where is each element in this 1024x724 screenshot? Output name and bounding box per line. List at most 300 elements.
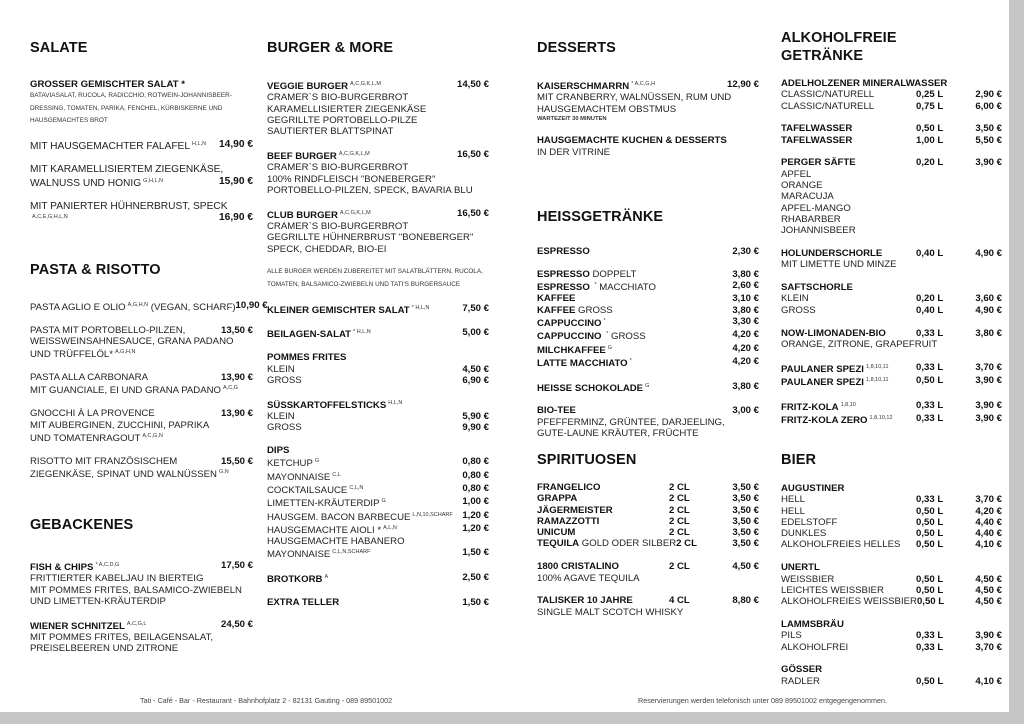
item-name-cell	[781, 562, 916, 573]
section-heading	[30, 261, 253, 279]
item-name-cell	[537, 595, 669, 606]
menu-row	[781, 642, 1002, 653]
menu-row	[781, 494, 1002, 505]
allergen-codes: G	[645, 382, 650, 389]
menu-item	[537, 269, 759, 369]
item-name-cell	[30, 201, 228, 213]
menu-items	[781, 78, 1002, 426]
menu-item	[781, 157, 1002, 236]
item-name-cell	[537, 316, 713, 329]
item-price	[956, 664, 1002, 675]
section-heading	[781, 29, 1002, 65]
item-name: PAULANER SPEZI	[781, 363, 864, 375]
item-name: EXTRA TELLER	[267, 597, 340, 609]
item-name: FRANGELICO	[537, 482, 601, 493]
item-volume: 0,33 L	[916, 413, 944, 425]
item-price: 8,80 €	[732, 595, 759, 607]
item-volume: 0,20 L	[916, 157, 944, 169]
item-name-cell	[537, 505, 669, 516]
section-title: BIER	[781, 452, 817, 468]
section-heading	[781, 451, 1002, 469]
item-name-cell	[781, 574, 916, 585]
item-variant: KLEIN	[267, 410, 295, 422]
description: CRAMER`S BIO-BURGERBROT	[267, 220, 409, 232]
menu-item	[781, 248, 1002, 271]
description: SINGLE MALT SCOTCH WHISKY	[537, 606, 684, 618]
item-name: ESPRESSO	[537, 246, 590, 257]
item-price	[956, 203, 1002, 214]
menu-row	[781, 123, 1002, 134]
item-name: UNERTL	[781, 562, 820, 574]
item-variant: LEICHTES WEISSBIER	[781, 584, 884, 596]
item-price: 10,90 €	[235, 300, 268, 311]
menu-item	[537, 482, 759, 550]
item-name: MIT HAUSGEMACHTER FALAFEL	[30, 141, 191, 153]
menu-section-burger	[267, 39, 489, 608]
item-price: 24,50 €	[220, 618, 253, 630]
section-title: SPIRITUOSEN	[537, 452, 637, 468]
description: APFEL-MANGO	[781, 202, 851, 214]
description-text	[267, 185, 473, 196]
item-name-cell	[781, 506, 916, 517]
description-text	[781, 191, 916, 202]
item-price	[207, 431, 253, 444]
item-price: 4,20 €	[975, 505, 1002, 517]
menu-item	[537, 79, 759, 124]
item-note: TOMATEN, BALSAMICO-ZWIEBELN UND TATI'S BURGERSAUCE	[267, 280, 461, 288]
item-name: FRITZ-KOLA ZERO	[781, 415, 868, 427]
item-name-cell	[267, 398, 443, 411]
menu-item	[267, 572, 489, 585]
menu-row	[781, 400, 1002, 413]
menu-row	[537, 293, 759, 304]
allergen-codes: A,C,G,N	[142, 432, 163, 439]
item-price: 12,90 €	[726, 79, 759, 90]
item-price: 4,20 €	[732, 342, 759, 354]
description: GEGRILLTE PORTOBELLO-PILZE	[267, 114, 418, 126]
menu-row	[267, 496, 489, 509]
menu-row	[781, 596, 1002, 607]
description: UND TOMATENRAGOUT	[30, 432, 141, 444]
item-description-line	[267, 221, 489, 232]
item-price: 2,60 €	[732, 280, 759, 292]
allergen-codes: G	[607, 344, 613, 351]
menu-items	[30, 79, 253, 226]
item-volume: 0,75 L	[916, 100, 944, 112]
allergen-codes: A,C,G,L	[126, 620, 147, 627]
menu-item	[781, 78, 1002, 112]
menu-row	[267, 352, 489, 363]
item-volume: 2 CL	[669, 482, 690, 493]
item-description-line	[30, 467, 253, 480]
item-price: 3,90 €	[975, 630, 1002, 642]
item-name-cell	[781, 248, 916, 259]
item-name: KLEINER GEMISCHTER SALAT	[267, 304, 410, 316]
item-volume	[916, 180, 956, 191]
item-name: GRAPPA	[537, 493, 578, 505]
item-description-line	[537, 104, 759, 115]
item-variant: MACCHIATO	[599, 282, 656, 294]
description: 100% AGAVE TEQUILA	[537, 572, 640, 584]
menu-row	[537, 316, 759, 329]
item-variant: HELL	[781, 494, 805, 506]
menu-item	[781, 282, 1002, 316]
item-note: ALLE BURGER WERDEN ZUBEREITET MIT SALATBLÄTTERN, RUCOLA,	[267, 268, 483, 276]
menu-item	[30, 456, 253, 481]
item-description-line	[267, 174, 489, 185]
item-variant: KETCHUP	[267, 458, 313, 470]
item-volume	[916, 225, 956, 236]
item-name-cell	[30, 619, 207, 632]
description: WALNUSS UND HONIG	[30, 177, 142, 189]
description-text	[267, 232, 473, 243]
description-text	[537, 607, 683, 618]
description: UND LIMETTEN-KRÄUTERDIP	[30, 595, 166, 607]
item-name: SAFTSCHORLE	[781, 282, 853, 294]
item-description-line	[781, 169, 1002, 180]
item-variant: KLEIN	[267, 363, 295, 375]
menu-row	[781, 483, 1002, 494]
menu-item	[267, 266, 489, 291]
item-variant: HAUSGEM. BACON BARBECUE	[267, 511, 411, 523]
menu-row	[267, 547, 489, 560]
item-price: 4,20 €	[732, 329, 759, 341]
menu-item	[781, 664, 1002, 687]
item-volume: 0,50 L	[916, 505, 944, 517]
description: GEGRILLTE HÜHNERBRUST "BONEBERGER"	[267, 232, 474, 244]
item-name-cell	[781, 78, 947, 89]
description: WEISSWEINSAHNESAUCE, GRANA PADANO	[30, 336, 234, 348]
item-description-line	[30, 585, 253, 596]
allergen-codes: G	[314, 458, 320, 465]
item-name-cell	[30, 372, 207, 383]
menu-section-spirit	[537, 451, 759, 618]
item-name: GROSSER GEMISCHTER SALAT *	[30, 79, 185, 90]
item-price: 3,50 €	[732, 504, 759, 516]
item-volume	[916, 483, 956, 494]
section-title: GEBACKENES	[30, 517, 134, 533]
item-name: PASTA ALLA CARBONARA	[30, 372, 149, 384]
menu-item	[537, 381, 759, 394]
description-text	[30, 643, 207, 654]
item-name-cell	[781, 494, 916, 505]
section-title: DESSERTS	[537, 40, 616, 56]
allergen-codes: * H,L,N	[353, 329, 371, 336]
item-price: 3,70 €	[975, 494, 1002, 506]
item-price	[720, 607, 759, 618]
item-name-cell	[267, 510, 453, 523]
menu-row	[781, 676, 1002, 687]
item-variant: GROSS	[578, 304, 613, 316]
description-text	[30, 632, 213, 643]
menu-item	[537, 135, 759, 158]
menu-row	[781, 630, 1002, 641]
menu-item	[267, 149, 489, 196]
item-detail: DOPPELT	[592, 268, 637, 280]
description-text	[537, 92, 731, 103]
description: SAUTIERTER BLATTSPINAT	[267, 126, 394, 138]
menu-row	[537, 595, 759, 606]
menu-item	[30, 139, 253, 153]
allergen-codes: A,L,N	[383, 524, 397, 531]
menu-row	[781, 157, 1002, 168]
item-name: CAPPUCCINO	[537, 331, 602, 343]
menu-item	[30, 372, 253, 397]
item-price	[443, 115, 489, 126]
menu-row	[267, 470, 489, 483]
menu-row	[781, 293, 1002, 304]
item-volume	[937, 339, 967, 350]
item-price	[713, 428, 759, 439]
menu-item	[30, 408, 253, 444]
menu-row	[267, 79, 489, 92]
item-name-cell	[781, 123, 916, 134]
item-name-cell	[537, 135, 727, 146]
description-text	[267, 244, 443, 255]
item-variant: GROSS	[267, 422, 302, 434]
item-price: 16,50 €	[456, 148, 489, 160]
item-name-cell	[781, 585, 916, 596]
item-price: 2,30 €	[732, 246, 759, 257]
item-name-cell	[267, 79, 443, 92]
item-description-line	[30, 176, 253, 190]
item-price	[443, 104, 489, 115]
menu-row	[30, 456, 253, 467]
allergen-codes: A,C,E,G,H,L,N	[32, 214, 68, 221]
item-name-cell	[267, 445, 443, 456]
menu-row	[781, 574, 1002, 585]
item-name-cell	[30, 456, 207, 467]
item-name-cell	[781, 676, 916, 687]
item-price: 0,80 €	[462, 482, 489, 494]
item-name-cell	[267, 327, 443, 340]
menu-items	[537, 246, 759, 439]
item-variant: GROSS	[267, 374, 302, 386]
item-price	[207, 347, 253, 360]
item-price: 0,80 €	[462, 456, 489, 468]
item-variant: GROSS	[781, 304, 816, 316]
menu-row	[537, 356, 759, 369]
menu-row	[781, 664, 1002, 675]
description-text	[267, 162, 443, 173]
item-price: 3,10 €	[732, 293, 759, 305]
menu-item	[267, 303, 489, 316]
allergen-codes: G,H,L,N	[143, 177, 164, 184]
item-price: 17,50 €	[220, 560, 253, 571]
menu-row	[267, 536, 489, 547]
item-variant: HELL	[781, 505, 805, 517]
description-text	[781, 339, 937, 350]
description: CRAMER`S BIO-BURGERBROT	[267, 92, 409, 104]
item-name: BIO-TEE	[537, 405, 576, 417]
menu-row	[537, 505, 759, 516]
item-volume: 4 CL	[669, 595, 690, 607]
item-price	[973, 78, 1002, 89]
item-name: FRITZ-KOLA	[781, 401, 839, 413]
menu-item	[267, 327, 489, 340]
menu-row	[781, 248, 1002, 259]
description-text	[781, 203, 916, 214]
item-name: TALISKER 10 JAHRE	[537, 595, 633, 607]
section-heading	[537, 208, 759, 226]
allergen-codes: A,C,G	[223, 385, 239, 392]
item-price: 3,50 €	[732, 493, 759, 505]
item-volume: 0,25 L	[916, 89, 944, 101]
item-price	[228, 201, 253, 213]
description-text	[267, 221, 443, 232]
menu-row	[781, 413, 1002, 426]
item-name-cell	[537, 343, 713, 356]
menu-item	[267, 208, 489, 255]
item-price	[223, 164, 253, 176]
item-price: 7,50 €	[462, 302, 489, 314]
description: PFEFFERMINZ, GRÜNTEE, DARJEELING,	[537, 416, 725, 428]
menu-row	[537, 561, 759, 572]
item-price: 14,90 €	[219, 139, 253, 151]
item-volume: 0,33 L	[916, 641, 944, 653]
allergen-codes: C,L,N,SCHARF	[332, 549, 371, 556]
item-price: 1,20 €	[462, 522, 489, 534]
item-price: 3,50 €	[732, 515, 759, 527]
item-variant: RADLER	[781, 675, 820, 687]
item-name: FISH & CHIPS	[30, 562, 94, 573]
description-text	[781, 169, 916, 180]
item-price: 14,50 €	[456, 79, 489, 90]
item-name: GÖSSER	[781, 664, 823, 676]
item-price	[956, 483, 1002, 494]
item-name-cell	[267, 422, 443, 433]
description: SPECK, CHEDDAR, BIO-EI	[267, 243, 387, 255]
item-name-cell	[267, 208, 443, 221]
item-price	[443, 244, 489, 255]
item-volume: 0,50 L	[916, 516, 944, 528]
item-name-cell	[30, 79, 207, 90]
item-name-cell	[781, 101, 916, 112]
menu-section-heiss	[537, 208, 759, 439]
item-price	[443, 92, 489, 103]
menu-row	[267, 445, 489, 456]
item-price: 15,50 €	[220, 455, 253, 467]
description: APFEL	[781, 168, 812, 180]
item-description-line	[781, 180, 1002, 191]
item-name-cell	[30, 408, 207, 419]
description-text	[781, 225, 916, 236]
item-name-cell	[781, 89, 916, 100]
item-description-line	[537, 573, 759, 584]
item-price: 3,50 €	[732, 538, 759, 550]
section-title: BURGER & MORE	[267, 40, 394, 56]
item-description-line	[267, 126, 489, 137]
item-name-cell	[781, 664, 916, 675]
item-name: MILCHKAFFEE	[537, 344, 606, 356]
item-price: 3,90 €	[975, 399, 1002, 411]
item-volume	[916, 664, 956, 675]
item-price	[473, 232, 489, 243]
menu-row	[537, 135, 759, 146]
menu-row	[267, 149, 489, 162]
item-description-line	[30, 431, 253, 444]
menu-row	[267, 523, 489, 536]
item-price	[725, 417, 759, 428]
item-note: DRESSING, TOMATEN, PARIKA, FENCHEL, KÜRBISKERNE UND	[30, 104, 223, 112]
item-description-line	[781, 225, 1002, 236]
item-description-line	[537, 147, 759, 158]
description: PORTOBELLO-PILZEN, SPECK, BAVARIA BLU	[267, 184, 473, 196]
item-name: AUGUSTINER	[781, 483, 845, 494]
item-price: 6,90 €	[462, 374, 489, 386]
item-name-cell	[781, 483, 916, 494]
item-volume	[916, 191, 956, 202]
item-name-cell	[267, 149, 443, 162]
allergen-codes: H,L,N	[192, 141, 207, 148]
item-price: 5,50 €	[975, 134, 1002, 146]
item-name: UNICUM	[537, 527, 576, 539]
menu-item	[30, 325, 253, 361]
item-variant: LIMETTEN-KRÄUTERDIP	[267, 498, 380, 510]
item-price	[713, 147, 759, 158]
item-price	[207, 596, 253, 607]
item-price: 3,80 €	[732, 380, 759, 392]
allergen-codes: A,C,G,K,L,M	[338, 150, 370, 157]
item-name: PERGER SÄFTE	[781, 157, 856, 169]
menu-row	[267, 375, 489, 386]
item-name-cell	[781, 328, 916, 339]
menu-section-desserts	[537, 39, 759, 158]
item-name-cell	[267, 483, 443, 496]
item-name-cell	[267, 496, 443, 509]
item-name: PAULANER SPEZI	[781, 376, 864, 388]
item-price	[233, 336, 253, 347]
item-name-cell	[781, 305, 916, 316]
item-name-cell	[537, 405, 713, 416]
menu-item	[781, 362, 1002, 389]
item-variant: PILS	[781, 630, 802, 642]
item-description-line	[781, 191, 1002, 202]
description-text	[30, 383, 238, 396]
item-price: 5,00 €	[462, 327, 489, 339]
item-price	[956, 180, 1002, 191]
menu-row	[781, 135, 1002, 146]
description: MARACUJA	[781, 191, 834, 203]
item-name: RAMAZZOTTI	[537, 515, 600, 527]
menu-row	[781, 362, 1002, 375]
item-name-cell	[537, 538, 676, 549]
item-price: 4,50 €	[975, 596, 1002, 608]
item-name: BROTKORB	[267, 574, 323, 586]
item-name-cell	[537, 356, 713, 369]
section-title: ALKOHOLFREIE	[781, 30, 897, 46]
menu-items	[267, 79, 489, 608]
menu-row	[781, 78, 1002, 89]
item-price: 6,00 €	[975, 100, 1002, 112]
item-price	[443, 221, 489, 232]
item-name-cell	[781, 517, 916, 528]
item-description-line	[781, 203, 1002, 214]
allergen-codes: 1,8,10,12	[869, 415, 893, 422]
item-volume: 0,33 L	[916, 327, 944, 339]
item-price	[242, 585, 253, 596]
item-variant: EDELSTOFF	[781, 516, 838, 528]
footer-address: Tati - Café - Bar - Restaurant - Bahnhofplatz 2 - 82131 Gauting - 089 89501002	[140, 696, 393, 705]
item-name: BEILAGEN-SALAT	[267, 329, 352, 341]
item-name: PASTA AGLIO E OLIO	[30, 302, 126, 313]
section-heading	[537, 39, 759, 57]
item-name-cell	[781, 362, 916, 375]
item-name: NOW-LIMONADEN-BIO	[781, 327, 886, 339]
item-volume: 0,50 L	[916, 573, 944, 585]
menu-item	[267, 398, 489, 434]
menu-section-bier	[781, 451, 1002, 687]
